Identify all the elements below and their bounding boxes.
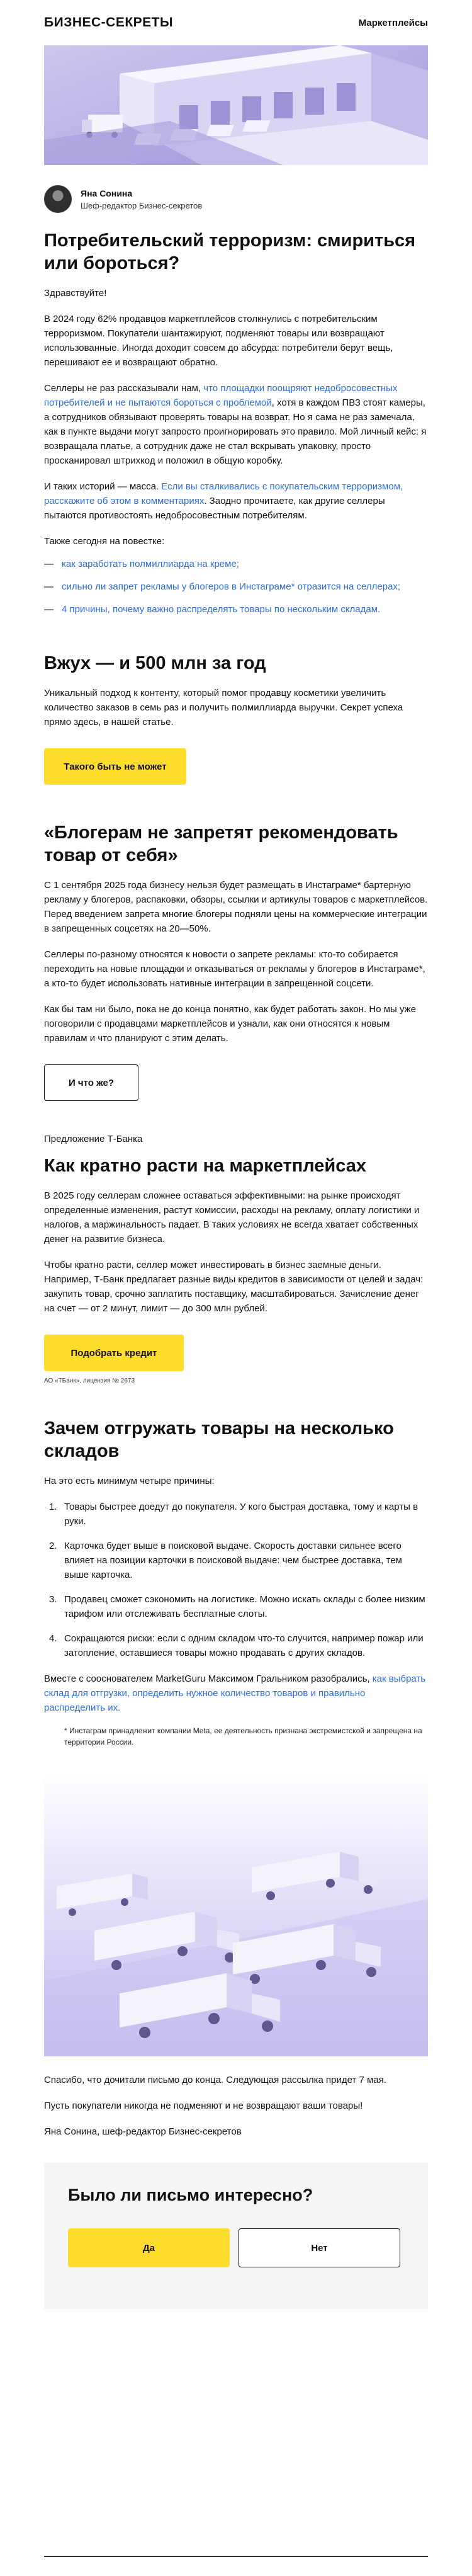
text-run: , хотя в каждом ПВЗ стоят камеры, а сотрудников обязывают проверять товары на возврат. Но я сама не раз замечала, как в пункте выдачи могут запросто проигнорировать это правило. Мой личный кейс: я возвращала платье, а сотрудник даже не стал вскрывать упаковку, просто просканировал штрихкод и положил в общую коробку. bbox=[44, 397, 427, 466]
truck-shape bbox=[252, 1852, 378, 1900]
intro-paragraph: В 2024 году 62% продавцов маркетплейсов столкнулись с потребительским терроризмом. Покупатели шантажируют, подменяют товары или возвращают использованные. Иногда доходит совсем до абсурда: потребители берут вещь, перешивают ее и возвращают обратно. bbox=[44, 314, 393, 368]
paragraph-stories bbox=[44, 479, 428, 523]
reason-item bbox=[44, 1631, 428, 1660]
section-title: Вжух — и 500 млн за год bbox=[44, 653, 266, 673]
reason-text: Продавец сможет сэкономить на логистике. Можно искать склады с более низким тарифом или отслеживать бесплатные слоты. bbox=[64, 1594, 425, 1619]
section-title: «Блогерам не запретят рекомендовать товар от себя» bbox=[44, 823, 398, 865]
paragraph-platforms bbox=[44, 381, 428, 468]
paragraph-marketguru bbox=[44, 1672, 428, 1715]
feedback-question: Было ли письмо интересно? bbox=[68, 2186, 313, 2204]
author-block bbox=[44, 185, 428, 213]
warehouse-image bbox=[44, 45, 428, 165]
reasons-intro: На это есть минимум четыре причины: bbox=[44, 1476, 215, 1486]
author-role: Шеф-редактор Бизнес-секретов bbox=[81, 200, 203, 210]
nav-link-marketplaces[interactable]: Маркетплейсы bbox=[358, 17, 428, 28]
sponsor-kicker: Предложение Т-Банка bbox=[44, 1134, 143, 1144]
greeting: Здравствуйте! bbox=[44, 288, 107, 299]
agenda-title: Также сегодня на повестке: bbox=[44, 536, 165, 547]
dash-marker: — bbox=[44, 604, 53, 615]
dash-marker: — bbox=[44, 559, 53, 569]
list-number: 1. bbox=[49, 1502, 57, 1512]
closing-paragraph: Спасибо, что дочитали письмо до конца. Следующая рассылка придет 7 мая. bbox=[44, 2075, 386, 2085]
author-avatar bbox=[44, 185, 72, 213]
bank-license: АО «ТБанк», лицензия № 2673 bbox=[44, 1377, 135, 1384]
reason-text: Карточка будет выше в поисковой выдаче. Скорость доставки сильнее всего влияет на позиции карточки в поисковой выдаче: чем быстрее доставка, тем выше карточка. bbox=[64, 1541, 402, 1580]
section-paragraph: Как бы там ни было, пока не до конца понятно, как будет работать закон. Но мы уже поговорили с продавцами маркетплейсов и узнали, как они относятся к новым правилам и что планируют с этим делать. bbox=[44, 1004, 417, 1044]
text-run: И таких историй — масса. bbox=[44, 481, 162, 492]
agenda-link-instagram[interactable]: сильно ли запрет рекламы у блогеров в Инстаграме* отразится на селлерах; bbox=[62, 581, 401, 592]
section-paragraph: С 1 сентября 2025 года бизнесу нельзя будет размещать в Инстаграме* бартерную рекламу у блогеров, распаковки, обзоры, ссылки и артикулы товаров с маркетплейсов. Перед введением запрета многие блогеры подняли цены на коммерческие интеграции в запрещенных соцсетях на 20—50%. bbox=[44, 880, 428, 934]
list-number: 4. bbox=[49, 1633, 57, 1644]
trucks-image bbox=[44, 1773, 428, 2056]
text-run: Селлеры не раз рассказывали нам, bbox=[44, 383, 204, 394]
author-name: Яна Сонина bbox=[81, 188, 133, 198]
section-tbank-offer bbox=[44, 1134, 428, 1384]
section-title: Как кратно расти на маркетплейсах bbox=[44, 1156, 366, 1176]
section-title: Зачем отгружать товары на несколько складов bbox=[44, 1418, 394, 1461]
article-title: Потребительский терроризм: смириться или бороться? bbox=[44, 231, 416, 273]
reason-item bbox=[44, 1500, 428, 1529]
email-body bbox=[44, 0, 428, 2309]
warehouse-illustration bbox=[44, 45, 428, 165]
link-choose-warehouse[interactable]: как выбрать склад для отгрузки, определить нужное количество товаров и правильно распределить их. bbox=[44, 1673, 426, 1713]
text-run: . Заодно прочитаете, как другие селлеры пытаются противостоять недобросовестным потребителям. bbox=[44, 496, 385, 521]
reason-item bbox=[44, 1592, 428, 1621]
closing-wish: Пусть покупатели никогда не подменяют и не возвращают ваши товары! bbox=[44, 2100, 363, 2111]
reason-text: Товары быстрее доедут до покупателя. У кого быстрая доставка, тому и карты в руки. bbox=[64, 1502, 419, 1527]
list-number: 3. bbox=[49, 1594, 57, 1605]
feedback-yes-button[interactable]: Да bbox=[68, 2228, 230, 2267]
trucks-illustration bbox=[44, 1773, 428, 2056]
button-choose-credit[interactable]: Подобрать кредит bbox=[44, 1335, 184, 1371]
list-number: 2. bbox=[49, 1541, 57, 1551]
link-platforms-encourage[interactable]: что площадки поощряют недобросовестных потребителей и не пытаются бороться с проблемой bbox=[44, 383, 398, 408]
section-cosmetics bbox=[44, 652, 428, 785]
agenda-list bbox=[44, 557, 428, 617]
feedback-block bbox=[44, 2163, 428, 2309]
footer-divider bbox=[44, 2556, 428, 2557]
signature: Яна Сонина, шеф-редактор Бизнес-секретов bbox=[44, 2126, 242, 2137]
feedback-no-button[interactable]: Нет bbox=[239, 2228, 400, 2267]
text-run: Вместе с сооснователем MarketGuru Максимом Гральником разобрались, bbox=[44, 1673, 373, 1684]
link-comments[interactable]: Если вы сталкивались с покупательским терроризмом, расскажите об этом в комментариях bbox=[44, 481, 403, 506]
section-bloggers bbox=[44, 821, 428, 1101]
agenda-item bbox=[44, 603, 428, 617]
logo[interactable]: БИЗНЕС-СЕКРЕТЫ bbox=[44, 15, 174, 30]
reason-text: Сокращаются риски: если с одним складом что-то случится, например пожар или затопление, оставшиеся товары можно продавать с других складов. bbox=[64, 1633, 424, 1658]
agenda-link-cream[interactable]: как заработать полмиллиарда на креме; bbox=[62, 559, 239, 569]
agenda-link-warehouses[interactable]: 4 причины, почему важно распределять товары по нескольким складам. bbox=[62, 604, 381, 615]
button-what-then[interactable]: И что же? bbox=[44, 1064, 138, 1101]
agenda-item bbox=[44, 580, 428, 594]
footnote-meta: * Инстаграм принадлежит компании Meta, ее деятельность признана экстремистской и запрещена на территории России. bbox=[64, 1726, 422, 1747]
header bbox=[44, 0, 428, 45]
section-warehouses bbox=[44, 1417, 428, 1748]
button-read-cosmetics[interactable]: Такого быть не может bbox=[44, 748, 186, 785]
section-paragraph: В 2025 году селлерам сложнее оставаться эффективными: на рынке происходят определенные изменения, растут комиссии, расходы на рекламу, оплату логистики и налогов, а маржинальность падает. В таких условиях не всегда хватает собственных денег на развитие бизнеса. bbox=[44, 1190, 420, 1245]
section-paragraph: Чтобы кратно расти, селлер может инвестировать в бизнес заемные деньги. Например, Т-Банк предлагает разные виды кредитов в зависимости от целей и задач: закупить товар, срочно заплатить поставщику, масштабироваться. Зачисление денег на счет — от 2 минут, лимит — до 300 млн рублей. bbox=[44, 1260, 424, 1314]
section-text: Уникальный подход к контенту, который помог продавцу косметики увеличить количество заказов в семь раз и получить полмиллиарда выручки. Секрет успеха прямо здесь, в нашей статье. bbox=[44, 688, 403, 727]
dash-marker: — bbox=[44, 581, 53, 592]
section-paragraph: Селлеры по-разному относятся к новости о запрете рекламы: кто-то собирается переходить на новые площадки и отказываться от рекламы у блогеров в Инстаграме*, а кто-то будет использовать нативные интеграции в запрещенной соцсети. bbox=[44, 949, 425, 989]
agenda-item bbox=[44, 557, 428, 571]
feedback-buttons bbox=[68, 2228, 404, 2267]
reason-item bbox=[44, 1539, 428, 1582]
reasons-list bbox=[44, 1500, 428, 1660]
